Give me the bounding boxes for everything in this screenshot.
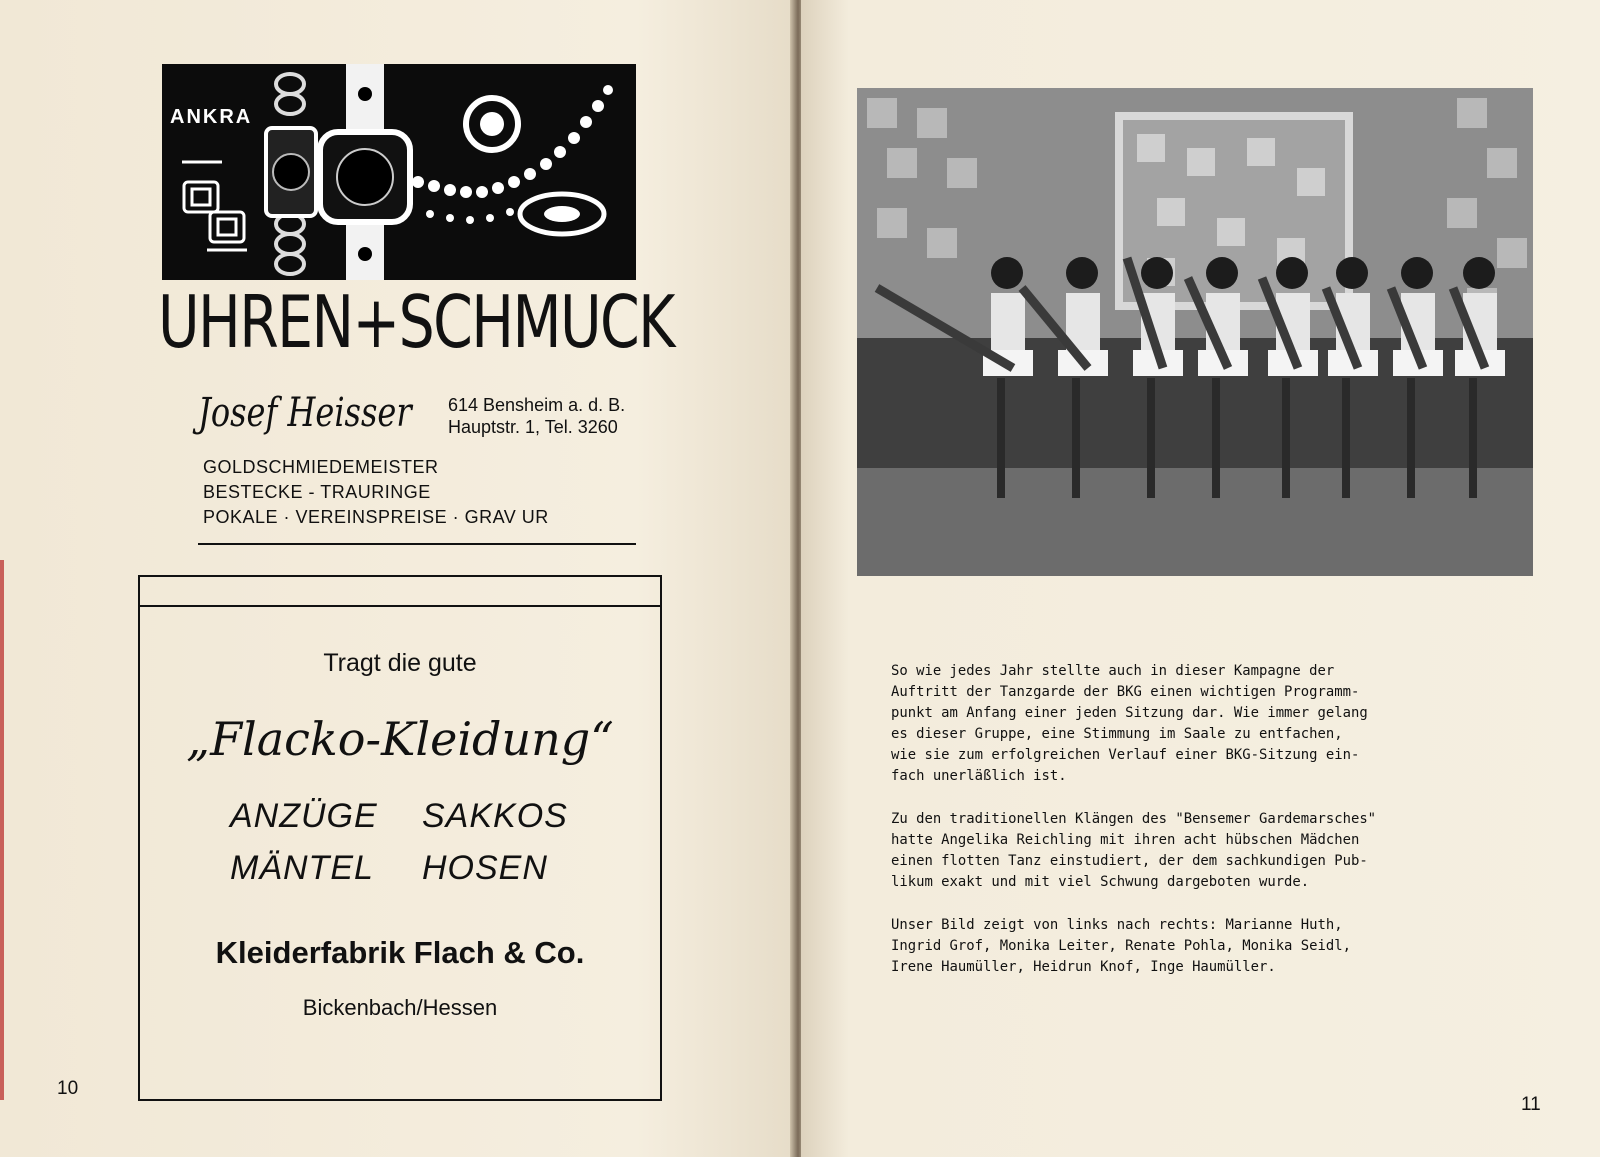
photo-illustration xyxy=(857,88,1533,576)
dance-group-photo xyxy=(857,88,1533,576)
right-page xyxy=(801,0,1600,1157)
page-edge xyxy=(0,560,4,1100)
article-paragraph: Unser Bild zeigt von links nach rechts: Marianne Huth, Ingrid Grof, Monika Leiter, Renate Pohla, Monika Seidl, Irene Haumüller, Heidrun Knof, Inge Haumüller. xyxy=(891,917,1351,975)
watch-and-jewelry-illustration xyxy=(162,64,636,280)
service-line: GOLDSCHMIEDEMEISTER xyxy=(203,457,439,477)
clothing-brand: „Flacko-Kleidung“ xyxy=(186,712,614,766)
owner-name: Josef Heisser xyxy=(198,390,412,436)
product-label: SAKKOS xyxy=(422,797,568,835)
page-number: 10 xyxy=(57,1078,79,1099)
product-label: HOSEN xyxy=(422,849,548,887)
jewelry-ad-title: UHREN+SCHMUCK xyxy=(158,280,674,364)
page-number: 11 xyxy=(1521,1094,1541,1115)
article-paragraph: So wie jedes Jahr stellte auch in dieser Kampagne der Auftritt der Tanzgarde der BKG einen wichtigen Programm- punkt am Anfang einer jeden Sitzung dar. Wie immer gelang es dieser Gruppe, eine Stimmung im Saale zu entfachen, wie sie zum erfolgreichen Verlauf einer BKG-Sitzung ein- fach unerläßlich ist. xyxy=(891,663,1368,784)
brand-label: ANKRA xyxy=(170,106,253,128)
company-name: Kleiderfabrik Flach & Co. xyxy=(215,935,585,970)
article-paragraph: Zu den traditionellen Klängen des "Bensemer Gardemarsches" hatte Angelika Reichling mit ihren acht hübschen Mädchen einen flotten Tanz einstudiert, der dem sachkundigen Pub- likum exakt und mit viel Schwung dargeboten wurde. xyxy=(891,811,1377,890)
company-location: Bickenbach/Hessen xyxy=(302,995,498,1020)
product-label: MÄNTEL xyxy=(230,849,374,887)
address-line: Hauptstr. 1, Tel. 3260 xyxy=(448,417,618,437)
clothing-ad xyxy=(138,575,662,1101)
product-label: ANZÜGE xyxy=(230,797,378,835)
address-line: 614 Bensheim a. d. B. xyxy=(448,395,626,415)
services-list xyxy=(203,455,549,530)
jewelry-ad-image xyxy=(162,64,636,280)
article-text xyxy=(891,661,1511,1000)
service-line: BESTECKE - TRAURINGE xyxy=(203,482,431,502)
service-line: POKALE · VEREINSPREISE · GRAV UR xyxy=(203,507,549,527)
address-block xyxy=(448,394,625,438)
clothing-tagline: Tragt die gute xyxy=(323,649,477,677)
divider xyxy=(140,605,660,607)
divider xyxy=(198,543,636,545)
left-page xyxy=(0,0,796,1157)
